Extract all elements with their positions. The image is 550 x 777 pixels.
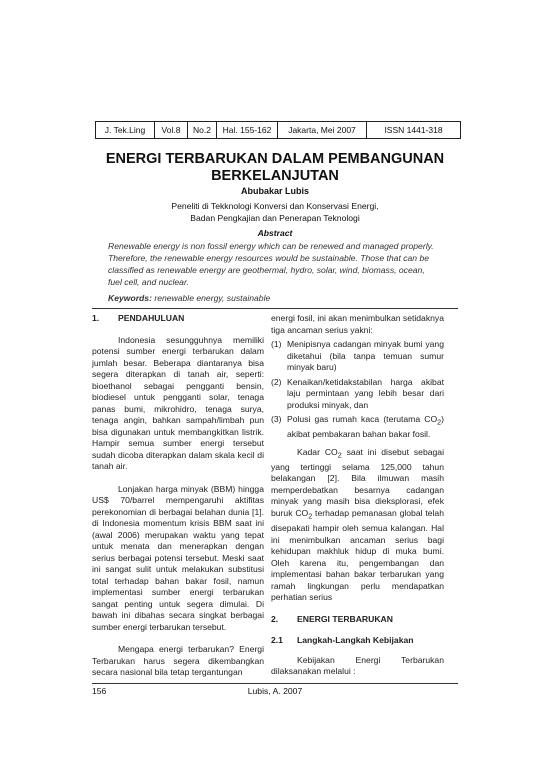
subscript: 2: [337, 451, 342, 460]
abstract-line: Renewable energy is non fossil energy which can be renewed and managed properly.: [108, 241, 434, 251]
journal-pages: Hal. 155-162: [217, 122, 278, 138]
list-text: [287, 414, 444, 441]
list-number: (1): [271, 339, 282, 349]
journal-info-box: [95, 121, 461, 139]
paper-title-line1: ENERGI TERBARUKAN DALAM PEMBANGUNAN: [105, 151, 445, 167]
paragraph: energi fosil, ini akan menimbulkan setidaknya tiga ancaman serius yakni:: [271, 313, 444, 335]
journal-number: No.2: [188, 122, 217, 138]
list-text: Kenaikan/ketidakstabilan harga akibat laju permintaan yang lebih besar dari produksi minyak, dan: [287, 376, 444, 410]
paragraph: Indonesia sesungguhnya memiliki potensi sumber energi terbarukan dalam jumlah besar. Beberapa diantaranya bisa segera diterapkan di tanah air, seperti: bioethanol sebagai pengganti bensin, biodiesel untuk pengganti solar, tenaga panas bumi, mikrohidro, tenaga surya, tenaga angin, bahkan sampah/limbah pun bisa digunakan untuk membangkitkan listrik. Hampir semua sumber energi tersebut sudah dicoba diterapkan dalam skala kecil di tanah air.: [92, 334, 264, 471]
paragraph: Kebijakan Energi Terbarukan dilaksanakan melalui :: [271, 654, 444, 677]
affiliation-line2: Badan Pengkajian dan Penerapan Teknologi: [190, 213, 360, 223]
keywords-value: renewable energy, sustainable: [154, 293, 271, 303]
keywords: [108, 293, 270, 303]
top-divider: [92, 308, 458, 309]
journal-name: J. Tek.Ling: [96, 122, 155, 138]
paper-title-line2: BERKELANJUTAN: [211, 168, 339, 184]
abstract-line: classified as renewable energy are geothermal, hydro, solar, wind, biomass, ocean,: [108, 265, 425, 275]
paragraph-part: Kadar CO: [297, 446, 338, 457]
abstract-line: Therefore, the renewable energy resources would be sustainable. Those that can be: [108, 253, 430, 263]
keywords-label: Keywords:: [108, 293, 152, 303]
section-heading: [271, 614, 444, 626]
paragraph: Lonjakan harga minyak (BBM) hingga US$ 70/barrel mempengaruhi aktifitas perekonomian di berbagai belahan dunia [1]. di Indonesia momentum krisis BBM saat ini (awal 2006) merupakan waktu yang tepat untuk menata dan menerapkan dengan serius berbagai potensi tersebut. Meski saat ini sangat sulit untuk melakukan substitusi total terhadap bahan bakar fosil, namun implementasi sumber energi terbarukan sangat penting untuk segera dimulai. Di bawah ini dibahas secara singkat berbagai sumber energi terbarukan tersebut.: [92, 483, 264, 632]
journal-issn: ISSN 1441-318: [384, 125, 443, 135]
subsection-number: 2.1: [271, 635, 283, 646]
journal-date: Jakarta, Mei 2007: [278, 122, 367, 138]
section-number: 1.: [92, 313, 100, 323]
list-text-part: Polusi gas rumah kaca (terutama CO: [287, 414, 438, 424]
paragraph-part: terhadap pemanasan global telah disepakati hampir oleh semua kalangan. Hal ini menimbulkan ancaman serius bagi kehidupan makhluk hidup di muka bumi. Oleh karena itu, pengembangan dan implementasi bahan bakar terbarukan yang ramah lingkungan perlu mendapatkan perhatian serius: [271, 507, 444, 603]
section-heading: [92, 313, 264, 325]
list-item: [271, 414, 444, 441]
journal-volume: Vol.8: [155, 122, 188, 138]
footer-citation: Lubis, A. 2007: [247, 686, 303, 696]
bottom-divider: [92, 683, 458, 684]
page-number: 156: [92, 686, 107, 696]
paragraph: [271, 447, 444, 604]
list-number: (2): [271, 376, 282, 387]
section-title: ENERGI TERBARUKAN: [297, 613, 393, 624]
left-column: [92, 313, 264, 679]
abstract-line: fuel cell, and nuclear.: [108, 277, 189, 287]
subscript: 2: [437, 418, 442, 427]
list-item: [271, 339, 444, 374]
right-column: [271, 313, 444, 678]
author-name: Abubakar Lubis: [240, 186, 309, 196]
paragraph: Mengapa energi terbarukan? Energi Terbarukan harus segera dikembangkan secara nasional bila tetap tergantungan: [92, 644, 264, 677]
list-text: Menipisnya cadangan minyak bumi yang diketahui (bila tanpa temuan sumur minyak baru): [287, 339, 444, 372]
subscript: 2: [308, 512, 313, 521]
list-item: [271, 377, 444, 412]
affiliation-line1: Peneliti di Tekknologi Konversi dan Konservasi Energi,: [171, 201, 379, 211]
section-title: PENDAHULUAN: [118, 313, 185, 323]
subsection-heading: [271, 635, 444, 647]
subsection-title: Langkah-Langkah Kebijakan: [297, 635, 414, 646]
list-text-part: ) akibat pembakaran bahan bakar fosil.: [287, 414, 444, 440]
section-number: 2.: [271, 613, 279, 624]
abstract-heading: Abstract: [257, 228, 293, 238]
list-number: (3): [271, 414, 282, 424]
paragraph-part: saat ini disebut sebagai yang tertinggi selama 125,000 tahun belakangan [2]. Bila ilmuwan masih memperdebatkan besarnya cadangan minyak yang masih bisa dieksplorasi, efek buruk CO: [271, 446, 444, 518]
